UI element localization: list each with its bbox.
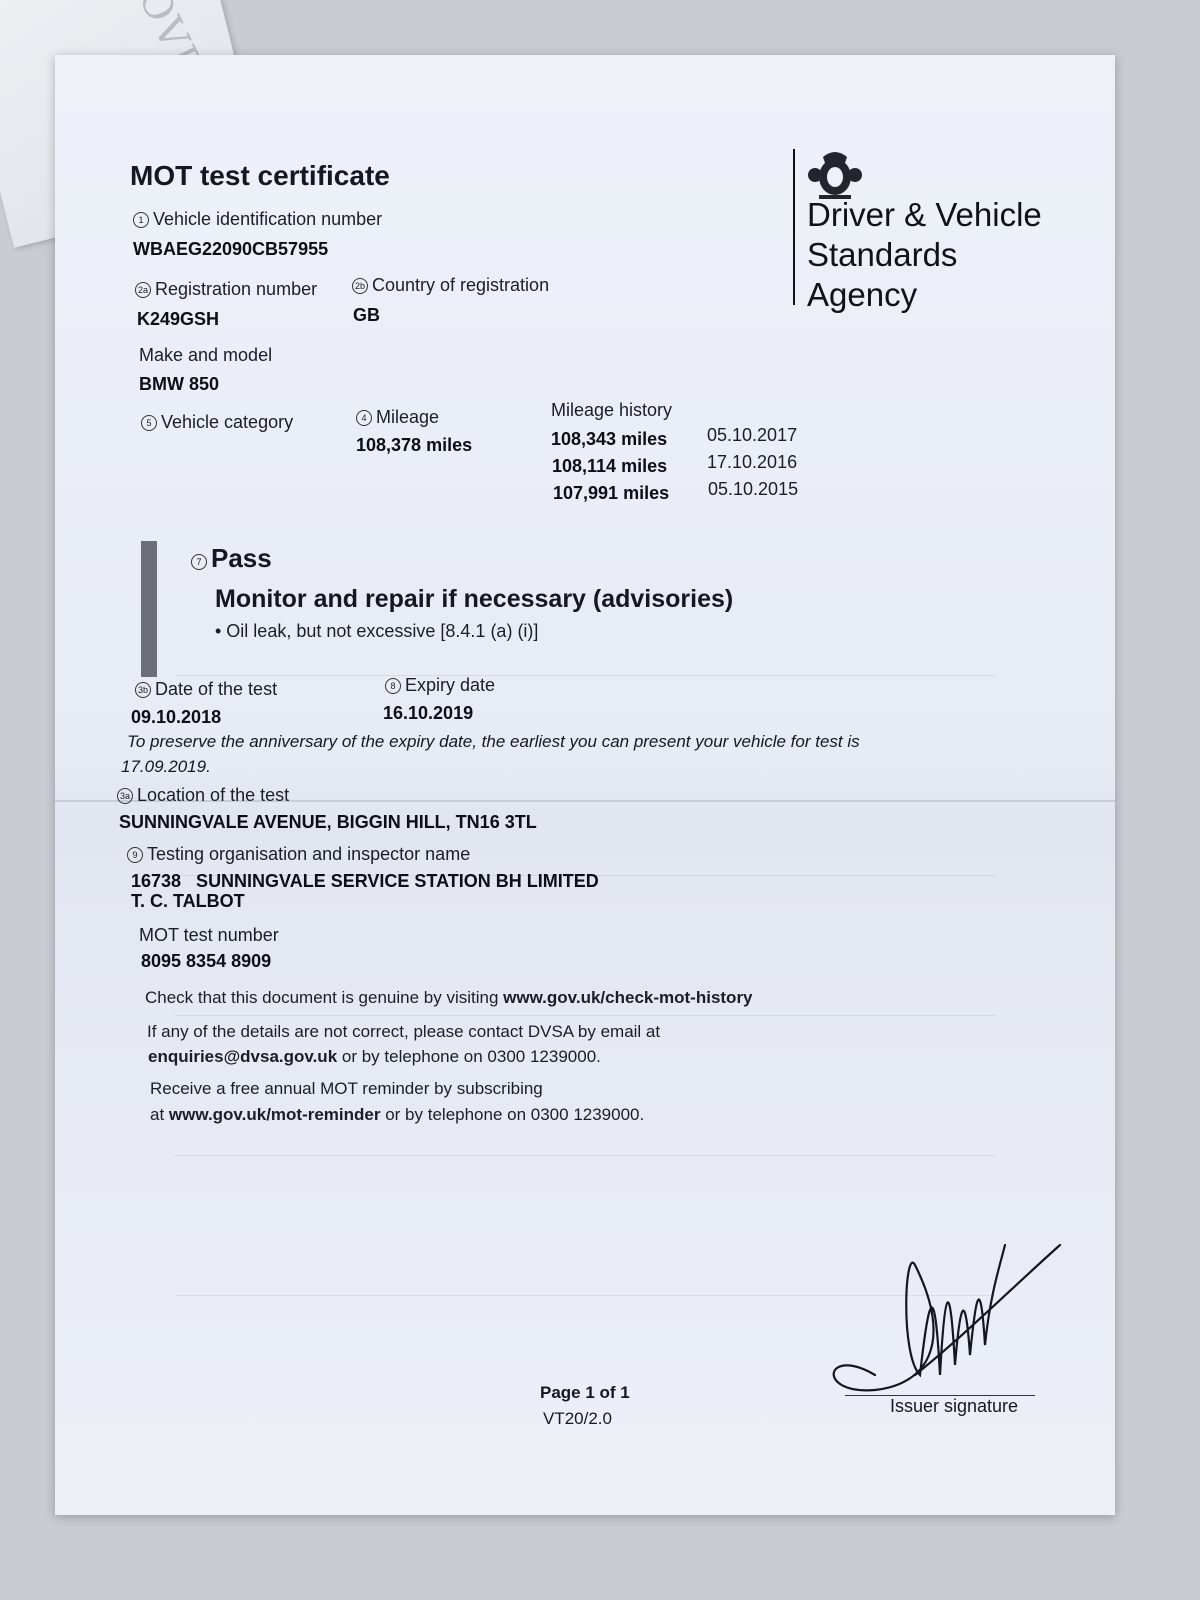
vin-label-text: Vehicle identification number [153,209,383,229]
country-label [352,275,549,296]
contact-phone-text: or by telephone on 0300 1239000. [337,1047,601,1066]
check-genuine [145,988,753,1008]
crest-icon [805,145,865,201]
field-number: 5 [141,415,157,431]
field-number: 3b [135,682,151,698]
contact-line-1: If any of the details are not correct, please contact DVSA by email at [147,1022,661,1041]
page-number: Page 1 of 1 [540,1383,630,1402]
make-model-label: Make and model [139,345,273,365]
field-number: 3a [117,788,133,804]
form-code: VT20/2.0 [543,1409,612,1428]
advisories-heading: Monitor and repair if necessary (advisories) [215,585,734,613]
check-genuine-text: Check that this document is genuine by visiting [145,988,504,1007]
mileage-label-text: Mileage [376,407,440,427]
registration-label-text: Registration number [155,279,318,299]
issuer-signature-icon [805,1225,1065,1415]
expiry-date-label [385,675,495,696]
registration-value: K249GSH [137,309,220,329]
agency-divider [793,149,795,305]
certificate-sheet [55,55,1115,1515]
advisory-item: • Oil leak, but not excessive [8.4.1 (a) (i)] [215,621,539,641]
agency-line-2: Standards [807,236,958,273]
field-number: 8 [385,678,401,694]
anniversary-note: To preserve the anniversary of the expiry date, the earliest you can present your vehicle for test is [127,732,860,751]
vin-label [133,209,382,230]
vin-value: WBAEG22090CB57955 [133,239,329,259]
vehicle-category-label [141,412,293,433]
test-date-label-text: Date of the test [155,679,278,699]
field-number: 2a [135,282,151,298]
reminder-line-2 [150,1105,644,1125]
expiry-date-label-text: Expiry date [405,675,496,695]
mileage-value: 108,378 miles [356,435,473,455]
make-model-value: BMW 850 [139,374,220,394]
inspector-name: T. C. TALBOT [131,891,245,911]
field-number: 4 [356,410,372,426]
registration-label [135,279,317,300]
organisation-value: 16738 SUNNINGVALE SERVICE STATION BH LIMITED [131,871,599,891]
test-number-label: MOT test number [139,925,279,945]
mileage-history-miles-3: 107,991 miles [553,483,670,503]
certificate-content [55,55,1115,1515]
earliest-test-date: 17.09.2019. [121,757,211,776]
reminder-line-1: Receive a free annual MOT reminder by subscribing [150,1079,543,1098]
agency-line-3: Agency [807,276,918,313]
test-number-value: 8095 8354 8909 [141,951,272,971]
result-pass [191,543,272,574]
location-label [117,785,289,806]
field-number: 2b [352,278,368,294]
mileage-history-miles-1: 108,343 miles [551,429,668,449]
test-date-label [135,679,277,700]
field-number: 1 [133,212,149,228]
organisation-label-text: Testing organisation and inspector name [147,844,471,864]
document-title: MOT test certificate [130,160,390,191]
result-pass-text: Pass [211,543,272,573]
contact-line-2 [148,1047,601,1067]
location-value: SUNNINGVALE AVENUE, BIGGIN HILL, TN16 3TL [119,812,537,832]
country-label-text: Country of registration [372,275,550,295]
location-label-text: Location of the test [137,785,290,805]
mileage-history-date-3: 05.10.2015 [708,479,799,499]
vehicle-category-label-text: Vehicle category [161,412,294,432]
organisation-label [127,844,470,865]
dvsa-email-link[interactable]: enquiries@dvsa.gov.uk [148,1047,338,1066]
test-date-value: 09.10.2018 [131,707,222,727]
field-number: 9 [127,847,143,863]
signature-label: Issuer signature [890,1396,1019,1416]
mot-reminder-link[interactable]: www.gov.uk/mot-reminder [168,1105,381,1124]
mileage-history-date-1: 05.10.2017 [707,425,798,445]
country-value: GB [353,305,380,325]
mileage-label [356,407,439,428]
result-bar [141,541,157,677]
mileage-history-label: Mileage history [551,400,673,420]
reminder-prefix: at [150,1105,169,1124]
reminder-phone-text: or by telephone on 0300 1239000. [380,1105,645,1124]
check-mot-link[interactable]: www.gov.uk/check-mot-history [503,988,753,1007]
mileage-history-date-2: 17.10.2016 [707,452,798,472]
mileage-history-miles-2: 108,114 miles [552,456,668,476]
agency-name [807,195,1042,315]
expiry-date-value: 16.10.2019 [383,703,474,723]
field-number: 7 [191,554,207,570]
agency-line-1: Driver & Vehicle [807,196,1042,233]
